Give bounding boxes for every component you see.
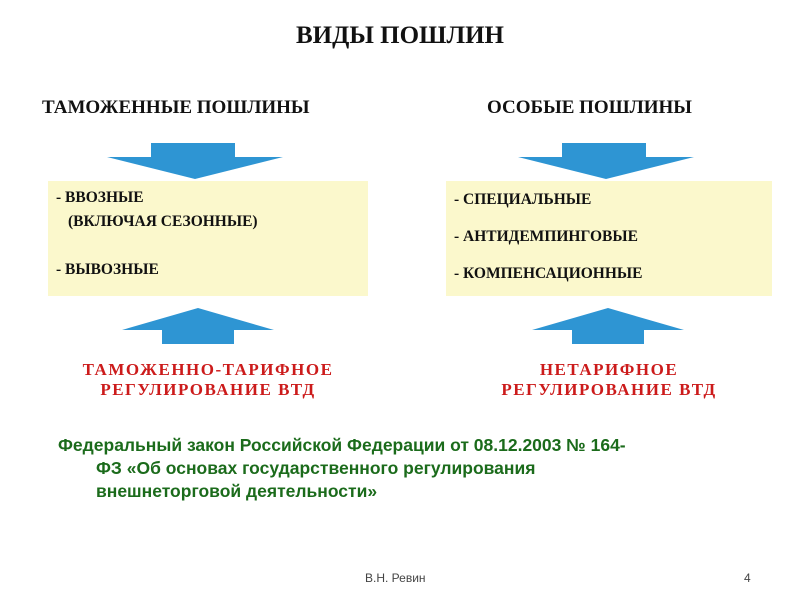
up-arrow-icon: [532, 308, 684, 344]
nontariff-regulation-line-1: НЕТАРИФНОЕ: [539, 360, 679, 379]
tariff-regulation-line-1: ТАМОЖЕННО-ТАРИФНОЕ: [82, 360, 334, 379]
up-arrow-icon: [122, 308, 274, 344]
nontariff-regulation-line-2: РЕГУЛИРОВАНИЕ ВТД: [501, 380, 717, 399]
special-duties-box: [446, 181, 772, 296]
list-item-special: - СПЕЦИАЛЬНЫЕ: [454, 191, 592, 208]
list-item-seasonal-note: (ВКЛЮЧАЯ СЕЗОННЫЕ): [68, 213, 258, 230]
list-item-export: - ВЫВОЗНЫЕ: [56, 261, 159, 278]
footer-author: В.Н. Ревин: [365, 571, 426, 585]
list-item-countervailing: - КОМПЕНСАЦИОННЫЕ: [454, 265, 643, 282]
law-line-2: ФЗ «Об основах государственного регулирования: [96, 458, 536, 478]
tariff-regulation-line-2: РЕГУЛИРОВАНИЕ ВТД: [100, 380, 316, 399]
customs-duties-heading: ТАМОЖЕННЫЕ ПОШЛИНЫ: [42, 97, 310, 118]
law-line-3: внешнеторговой деятельности»: [96, 481, 378, 501]
federal-law-reference: [58, 434, 778, 503]
page-number: 4: [744, 571, 751, 585]
special-duties-heading: ОСОБЫЕ ПОШЛИНЫ: [487, 97, 692, 118]
list-item-import: - ВВОЗНЫЕ: [56, 189, 144, 206]
down-arrow-icon: [107, 143, 283, 179]
law-line-1: Федеральный закон Российской Федерации от 08.12.2003 № 164-: [58, 435, 626, 455]
nontariff-regulation-caption: [446, 360, 772, 400]
customs-duties-box: [48, 181, 368, 296]
slide-title: ВИДЫ ПОШЛИН: [296, 22, 504, 49]
tariff-regulation-caption: [48, 360, 368, 400]
list-item-antidumping: - АНТИДЕМПИНГОВЫЕ: [454, 228, 638, 245]
down-arrow-icon: [518, 143, 694, 179]
